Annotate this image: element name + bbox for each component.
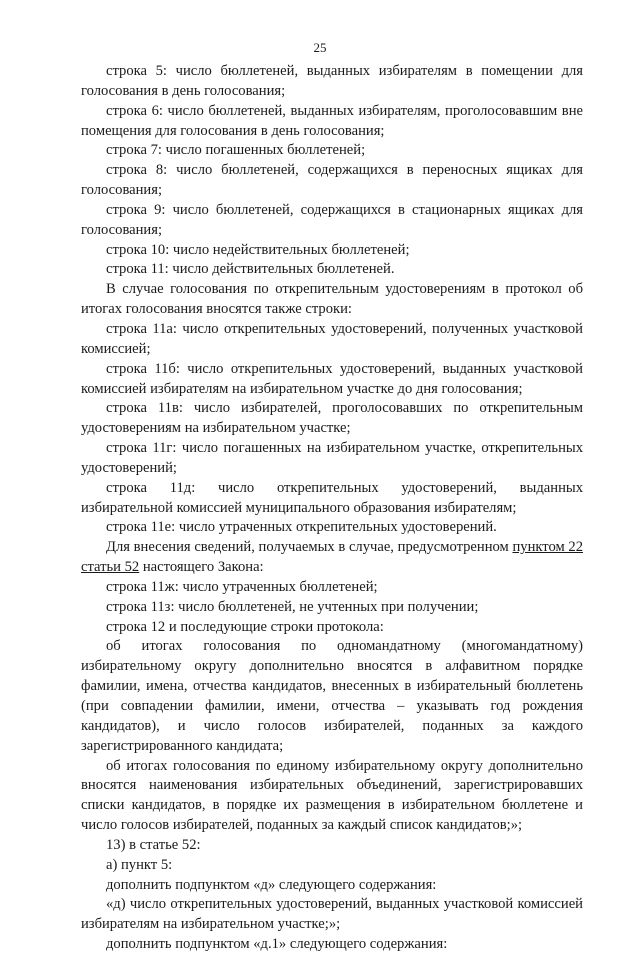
- paragraph-line-6: строка 6: число бюллетеней, выданных избирателям, проголосовавшим вне помещения для голосования в день голосования;: [81, 102, 583, 139]
- paragraph-line-10: строка 10: число недействительных бюллетеней;: [106, 241, 410, 258]
- paragraph-line-11e: строка 11е: число утраченных открепительных удостоверений.: [106, 519, 497, 536]
- paragraph-line-7: строка 7: число погашенных бюллетеней;: [106, 142, 366, 159]
- paragraph-line-5: строка 5: число бюллетеней, выданных избирателям в помещении для голосования в день голосования;: [81, 63, 583, 99]
- paragraph-line-11d: строка 11д: число открепительных удостоверений, выданных избирательной комиссией муниципального образования избирателям;: [81, 479, 583, 516]
- paragraph-subitem-d-text: «д) число открепительных удостоверений, выданных участковой комиссией избирателям на избирательном участке;»;: [81, 896, 583, 933]
- paragraph-line-12: строка 12 и последующие строки протокола:: [106, 618, 384, 635]
- paragraph-unified-district: об итогах голосования по единому избирательному округу дополнительно вносятся наименования избирательных объединений, зарегистрировавших списки кандидатов, в порядке их размещения в избирательном бюллетене и число голосов избирателей, поданных за каждый список кандидатов;»;: [81, 757, 583, 834]
- paragraph-absentee-intro: В случае голосования по открепительным удостоверениям в протокол об итогах голосования вносятся также строки:: [81, 281, 583, 318]
- paragraph-add-subitem-d1: дополнить подпунктом «д.1» следующего содержания:: [106, 936, 448, 953]
- paragraph-line-9: строка 9: число бюллетеней, содержащихся в стационарных ящиках для голосования;: [81, 201, 583, 238]
- paragraph-line-11a: строка 11а: число открепительных удостоверений, полученных участковой комиссией;: [81, 320, 583, 357]
- paragraph-line-8: строка 8: число бюллетеней, содержащихся в переносных ящиках для голосования;: [81, 162, 583, 199]
- paragraph-line-11z: строка 11з: число бюллетеней, не учтенных при получении;: [106, 598, 479, 615]
- paragraph-line-11: строка 11: число действительных бюллетеней.: [106, 261, 395, 278]
- paragraph-line-11v: строка 11в: число избирателей, проголосовавших по открепительным удостоверениям на избирательном участке;: [81, 400, 583, 437]
- paragraph-single-mandate: об итогах голосования по одномандатному (многомандатному) избирательному округу дополнительно вносятся в алфавитном порядке фамилии, имена, отчества кандидатов, внесенных в избирательный бюллетень (при совпадении фамилии, имени, отчества – указывать год рождения кандидатов), и число голосов избирателей, поданных за каждого зарегистрированного кандидата;: [81, 638, 583, 754]
- paragraph-line-11b: строка 11б: число открепительных удостоверений, выданных участковой комиссией избирателям на избирательном участке до дня голосования;: [81, 360, 583, 397]
- paragraph-line-11zh: строка 11ж: число утраченных бюллетеней;: [106, 578, 378, 595]
- page-number: 25: [313, 40, 327, 55]
- reference-text-after: настоящего Закона:: [139, 559, 264, 576]
- document-body: [81, 62, 583, 955]
- paragraph-item-13: 13) в статье 52:: [106, 836, 201, 853]
- law-reference-link[interactable]: пунктом 22 статьи 52: [81, 539, 584, 576]
- paragraph-reference-intro: [81, 538, 583, 578]
- paragraph-add-subitem-d: дополнить подпунктом «д» следующего содержания:: [106, 876, 437, 893]
- paragraph-item-a: а) пункт 5:: [106, 856, 173, 873]
- reference-text-before: Для внесения сведений, получаемых в случае, предусмотренном: [106, 539, 513, 556]
- paragraph-line-11g: строка 11г: число погашенных на избирательном участке, открепительных удостоверений;: [81, 440, 583, 476]
